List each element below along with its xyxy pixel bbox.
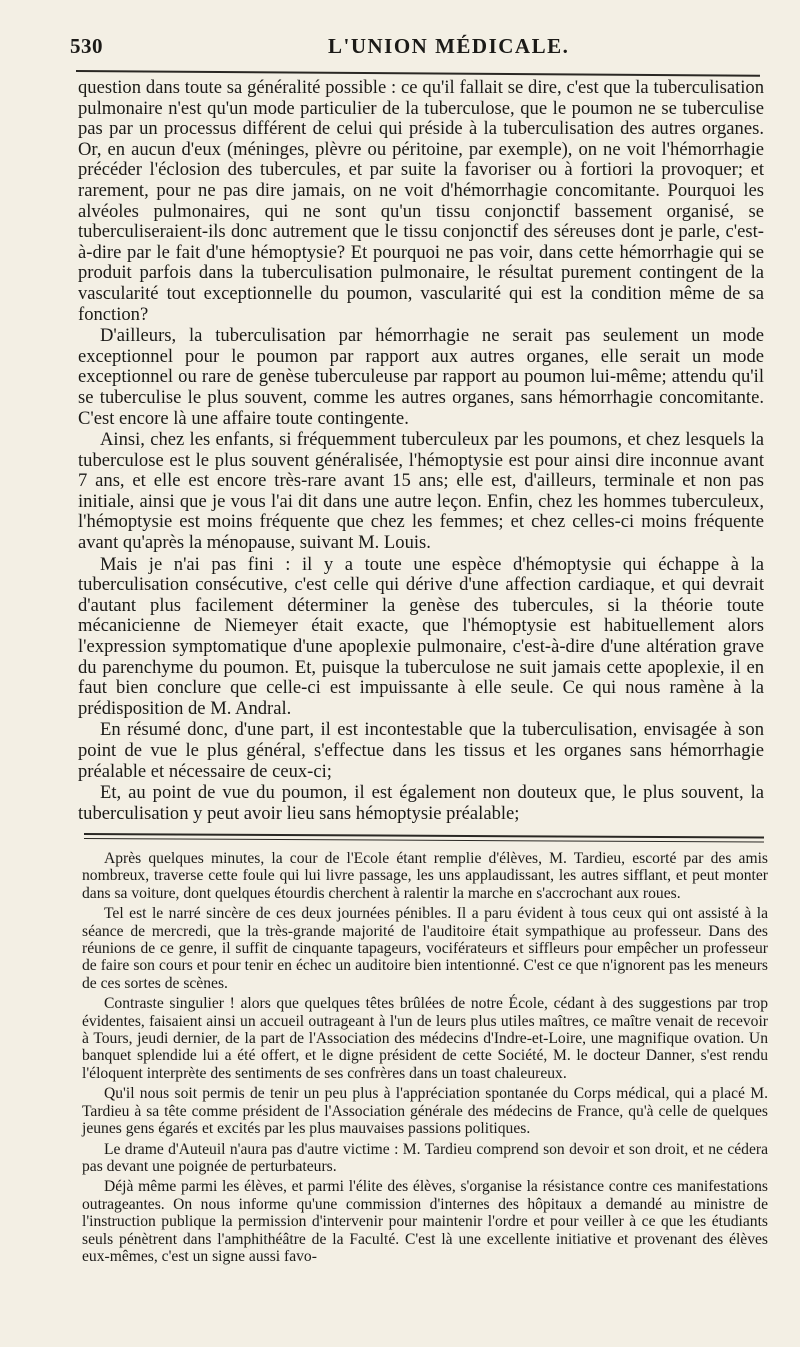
feuilleton-paragraph: Qu'il nous soit permis de tenir un peu plus à l'appréciation spontanée du Corps médical, qui a placé M. Tardieu à sa tête comme président de l'Association générale des médecins de France, qu'à celle de quelques jeunes gens égarés et excités par les plus mauvaises passions politiques. <box>82 1085 768 1138</box>
article-paragraph: D'ailleurs, la tuberculisation par hémorrhagie ne serait pas seulement un mode exceptionnel pour le poumon par rapport aux autres organes, elle serait un mode exceptionnel ou rare de genèse tuberculeuse par rapport au poumon lui-même; attendu qu'il se tuberculise le plus souvent, comme les autres organes, sans hémorrhagie concomitante. C'est encore là une affaire toute contingente. <box>78 325 764 429</box>
article-paragraph: question dans toute sa généralité possible : ce qu'il fallait se dire, c'est que la tuberculisation pulmonaire n'est qu'un mode particulier de la tuberculose, que le poumon ne se tuberculise pas par un processus différent de celui qui préside à la tuberculisation des autres organes. Or, en aucun d'eux (méninges, plèvre ou péritoine, par exemple), on ne voit l'hémorrhagie précéder l'éclosion des tubercules, et par suite la favoriser ou à fortiori la provoquer; et rarement, pour ne pas dire jamais, on ne voit d'hémorrhagie concomitante. Pourquoi les alvéoles pulmonaires, qui ne sont qu'un tissu conjonctif bassement organisé, se tuberculiseraient-ils donc autrement que le tissu conjonctif des séreuses dont je parle, c'est-à-dire par le fait d'une hémoptysie? Et pourquoi ne pas voir, dans cette hémorrhagie qui se produit parfois dans la tuberculisation pulmonaire, le résultat purement contingent de la vascularité tout exceptionnelle du poumon, vascularité qui est la condition même de sa fonction? <box>78 77 764 325</box>
article-paragraph: Ainsi, chez les enfants, si fréquemment tuberculeux par les poumons, et chez lesquels la tuberculose est le plus souvent généralisée, l'hémoptysie est pour ainsi dire inconnue avant 7 ans, et elle est encore très-rare avant 15 ans; elle est, d'ailleurs, terminale et non pas initiale, ainsi que je vous l'ai dit dans une autre leçon. Enfin, chez les hommes tuberculeux, l'hémoptysie est moins fréquente que chez les femmes; et chez celles-ci moins fréquente avant qu'après la ménopause, suivant M. Louis. <box>78 429 764 554</box>
article-body <box>78 78 764 825</box>
page-header <box>70 34 770 62</box>
journal-title: L'UNION MÉDICALE. <box>328 34 570 58</box>
feuilleton-section <box>82 850 768 1268</box>
feuilleton-separator <box>84 833 764 843</box>
article-paragraph: Mais je n'ai pas fini : il y a toute une espèce d'hémoptysie qui échappe à la tuberculisation consécutive, c'est celle qui dérive d'une affection cardiaque, et qui devrait d'autant plus facilement déterminer la genèse des tubercules, si la théorie toute mécanicienne de Niemeyer était exacte, que l'hémoptysie est habituellement alors l'expression symptomatique d'une apoplexie pulmonaire, c'est-à-dire d'une altération grave du parenchyme du poumon. Et, puisque la tuberculose ne suit jamais cette apoplexie, il en faut bien conclure que celle-ci est impuissante à elle seule. Ce qui nous ramène à la prédisposition de M. Andral. <box>78 553 764 719</box>
page-number: 530 <box>70 34 103 58</box>
article-paragraph: Et, au point de vue du poumon, il est également non douteux que, le plus souvent, la tuberculisation y peut avoir lieu sans hémoptysie préalable; <box>78 782 764 824</box>
article-paragraph: En résumé donc, d'une part, il est incontestable que la tuberculisation, envisagée à son point de vue le plus général, s'effectue dans les tissus et les organes sans hémorrhagie préalable et nécessaire de ceux-ci; <box>78 719 764 782</box>
feuilleton-paragraph: Tel est le narré sincère de ces deux journées pénibles. Il a paru évident à tous ceux qui ont assisté à la séance de mercredi, que la très-grande majorité de l'auditoire était sympathique au professeur. Dans des réunions de ce genre, il suffit de cinquante tapageurs, vociférateurs et siffleurs pour empêcher un professeur de faire son cours et pour tenir en échec un auditoire bien intentionné. C'est ce que n'ignorent pas les meneurs de ces sortes de scènes. <box>82 905 768 992</box>
feuilleton-paragraph: Déjà même parmi les élèves, et parmi l'élite des élèves, s'organise la résistance contre ces manifestations outrageantes. On nous informe qu'une commission d'internes des hôpitaux a demandé au ministre de l'instruction publique la permission d'intervenir pour maintenir l'ordre et pour veiller à ce que les étudiants seuls pénètrent dans l'amphithéâtre de la Faculté. C'est là une excellente initiative et provenant des élèves eux-mêmes, c'est un signe aussi favo- <box>82 1178 768 1265</box>
feuilleton-paragraph: Après quelques minutes, la cour de l'Ecole étant remplie d'élèves, M. Tardieu, escorté par des amis nombreux, traverse cette foule qui lui livre passage, les uns applaudissant, les autres sifflant, et peut monter dans sa voiture, dont quelques étourdis cherchent à ralentir la marche en s'accrochant aux roues. <box>82 850 768 902</box>
header-rule <box>76 70 760 77</box>
feuilleton-paragraph: Le drame d'Auteuil n'aura pas d'autre victime : M. Tardieu comprend son devoir et son droit, et ne cédera pas devant une poignée de perturbateurs. <box>82 1140 768 1175</box>
feuilleton-paragraph: Contraste singulier ! alors que quelques têtes brûlées de notre École, cédant à des suggestions par trop évidentes, faisaient ainsi un accueil outrageant à l'un de leurs plus utiles maîtres, ce maître venait de recevoir à Tours, jeudi dernier, de la part de l'Association des médecins d'Indre-et-Loire, une magnifique ovation. Un banquet splendide lui a été offert, et le digne président de cette Société, M. le docteur Danner, s'est rendu l'éloquent interprète des sentiments de ses confrères dans un toast chaleureux. <box>82 995 768 1082</box>
